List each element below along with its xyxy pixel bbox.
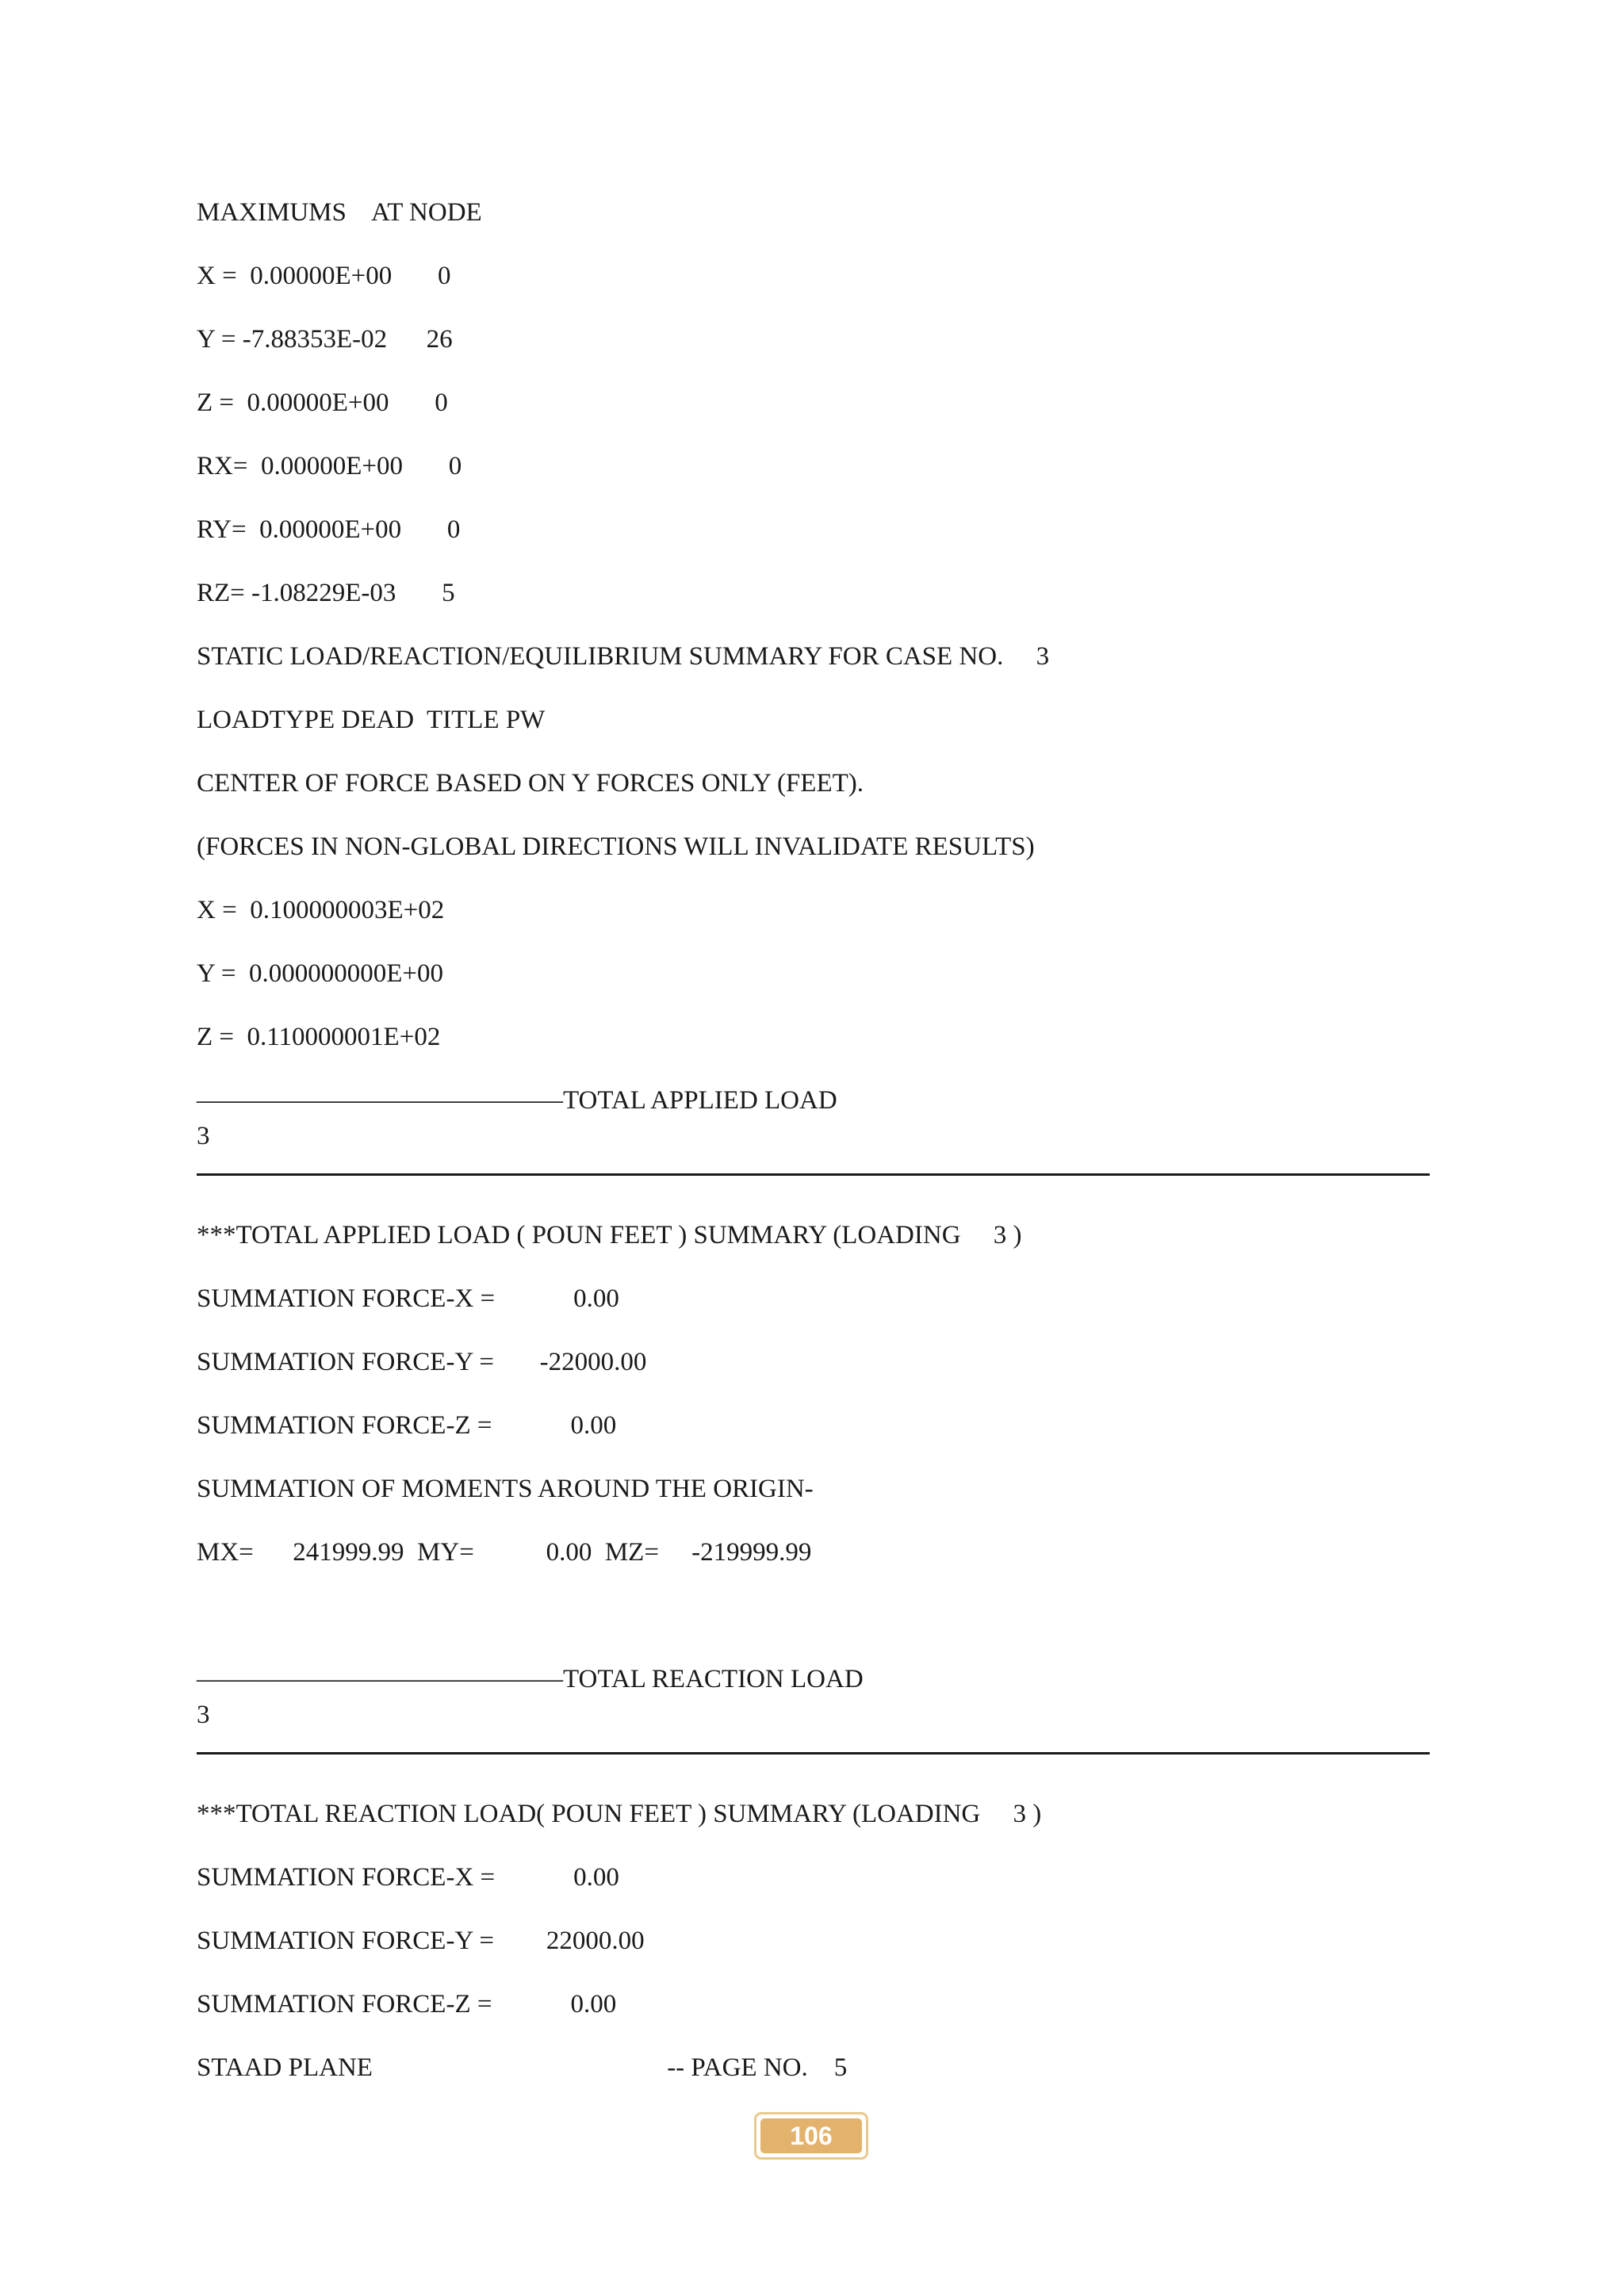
max-ry-line: RY= 0.00000E+00 0 <box>197 515 461 544</box>
reaction-load-section-title: ——————————————TOTAL REACTION LOAD <box>197 1665 864 1693</box>
moments-heading: SUMMATION OF MOMENTS AROUND THE ORIGIN- <box>197 1475 814 1503</box>
applied-force-z-line: SUMMATION FORCE-Z = 0.00 <box>197 1411 617 1440</box>
reaction-load-divider <box>197 1752 1430 1755</box>
center-z-line: Z = 0.110000001E+02 <box>197 1023 441 1051</box>
center-y-line: Y = 0.000000000E+00 <box>197 959 443 988</box>
applied-load-case-number: 3 <box>197 1122 210 1150</box>
max-rx-line: RX= 0.00000E+00 0 <box>197 452 462 480</box>
max-y-line: Y = -7.88353E-02 26 <box>197 325 453 354</box>
max-x-line: X = 0.00000E+00 0 <box>197 262 451 290</box>
reaction-force-x-line: SUMMATION FORCE-X = 0.00 <box>197 1863 619 1892</box>
reaction-force-z-line: SUMMATION FORCE-Z = 0.00 <box>197 1990 617 2019</box>
reaction-load-case-number: 3 <box>197 1701 210 1729</box>
staad-page-footer-line: STAAD PLANE -- PAGE NO. 5 <box>197 2053 848 2082</box>
reaction-force-y-line: SUMMATION FORCE-Y = 22000.00 <box>197 1927 645 1955</box>
non-global-warning-line: (FORCES IN NON-GLOBAL DIRECTIONS WILL INVALIDATE RESULTS) <box>197 832 1035 861</box>
applied-load-section-title: ——————————————TOTAL APPLIED LOAD <box>197 1086 837 1115</box>
applied-force-x-line: SUMMATION FORCE-X = 0.00 <box>197 1284 619 1313</box>
reaction-load-summary-heading: ***TOTAL REACTION LOAD( POUN FEET ) SUMMARY (LOADING 3 ) <box>197 1800 1042 1828</box>
max-rz-line: RZ= -1.08229E-03 5 <box>197 579 455 607</box>
page-number-badge <box>754 2112 868 2160</box>
applied-force-y-line: SUMMATION FORCE-Y = -22000.00 <box>197 1348 647 1376</box>
applied-load-divider <box>197 1173 1430 1176</box>
moments-values-line: MX= 241999.99 MY= 0.00 MZ= -219999.99 <box>197 1538 812 1567</box>
page-number: 106 <box>760 2118 862 2153</box>
center-x-line: X = 0.100000003E+02 <box>197 896 445 924</box>
max-z-line: Z = 0.00000E+00 0 <box>197 388 448 417</box>
loadtype-line: LOADTYPE DEAD TITLE PW <box>197 706 546 734</box>
static-summary-heading: STATIC LOAD/REACTION/EQUILIBRIUM SUMMARY FOR CASE NO. 3 <box>197 642 1050 671</box>
maximums-header: MAXIMUMS AT NODE <box>197 198 482 227</box>
applied-load-summary-heading: ***TOTAL APPLIED LOAD ( POUN FEET ) SUMMARY (LOADING 3 ) <box>197 1221 1022 1249</box>
center-of-force-line: CENTER OF FORCE BASED ON Y FORCES ONLY (FEET). <box>197 769 864 798</box>
